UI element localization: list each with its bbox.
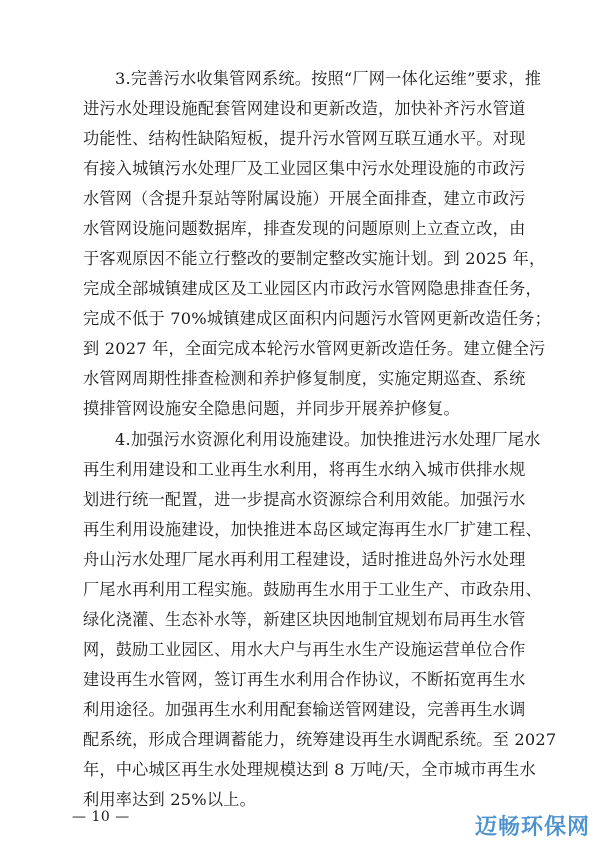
text-line: 网，鼓励工业园区、用水大户与再生水生产设施运营单位合作 [83, 640, 526, 659]
text-line: 配系统，形成合理调蓄能力，统筹建设再生水调配系统。至 2027 [83, 730, 557, 749]
text-line: 利用途径。加强再生水利用配套输送管网建设，完善再生水调 [83, 700, 526, 719]
text-line: 厂尾水再利用工程实施。鼓励再生水用于工业生产、市政杂用、 [83, 580, 542, 599]
text-line: 完成全部城镇建成区及工业园区内市政污水管网隐患排查任务， [83, 279, 542, 298]
text-line: 绿化浇灌、生态补水等，新建区块因地制宜规划布局再生水管 [83, 610, 526, 629]
text-line: 有接入城镇污水处理厂及工业园区集中污水处理设施的市政污 [83, 159, 526, 178]
text-line: 3.完善污水收集管网系统。按照“厂网一体化运维”要求，推 [115, 69, 542, 88]
text-line: 到 2027 年，全面完成本轮污水管网更新改造任务。建立健全污 [83, 339, 546, 358]
text-line: 再生利用设施建设，加快推进本岛区域定海再生水厂扩建工程、 [83, 520, 542, 539]
text-line: 于客观原因不能立行整改的要制定整改实施计划。到 2025 年， [83, 249, 546, 268]
text-line: 水管网（含提升泵站等附属设施）开展全面排查，建立市政污 [83, 189, 526, 208]
page-number: — 10 — [72, 809, 130, 825]
text-line: 划进行统一配置，进一步提高水资源综合利用效能。加强污水 [83, 490, 526, 509]
text-line: 水管网周期性排查检测和养护修复制度，实施定期巡查、系统 [83, 369, 526, 388]
text-line: 水管网设施问题数据库，排查发现的问题原则上立查立改，由 [83, 219, 526, 238]
text-line: 摸排管网设施安全隐患问题，并同步开展养护修复。 [83, 399, 460, 418]
text-line: 4.加强污水资源化利用设施建设。加快推进污水处理厂尾水 [115, 430, 541, 449]
text-line: 舟山污水处理厂尾水再利用工程建设，适时推进岛外污水处理 [83, 550, 526, 569]
text-line: 功能性、结构性缺陷短板，提升污水管网互联互通水平。对现 [83, 129, 526, 148]
text-line: 建设再生水管网，签订再生水利用合作协议，不断拓宽再生水 [83, 670, 526, 689]
watermark-logo: 迈畅环保网 [474, 815, 590, 840]
text-line: 进污水处理设施配套管网建设和更新改造，加快补齐污水管道 [83, 99, 526, 118]
text-line: 再生利用建设和工业再生水利用，将再生水纳入城市供排水规 [83, 460, 526, 479]
text-line: 年，中心城区再生水处理规模达到 8 万吨/天，全市城市再生水 [83, 760, 536, 779]
text-line: 完成不低于 70%城镇建成区面积内问题污水管网更新改造任务； [83, 309, 551, 328]
text-line: 利用率达到 25%以上。 [83, 790, 257, 809]
